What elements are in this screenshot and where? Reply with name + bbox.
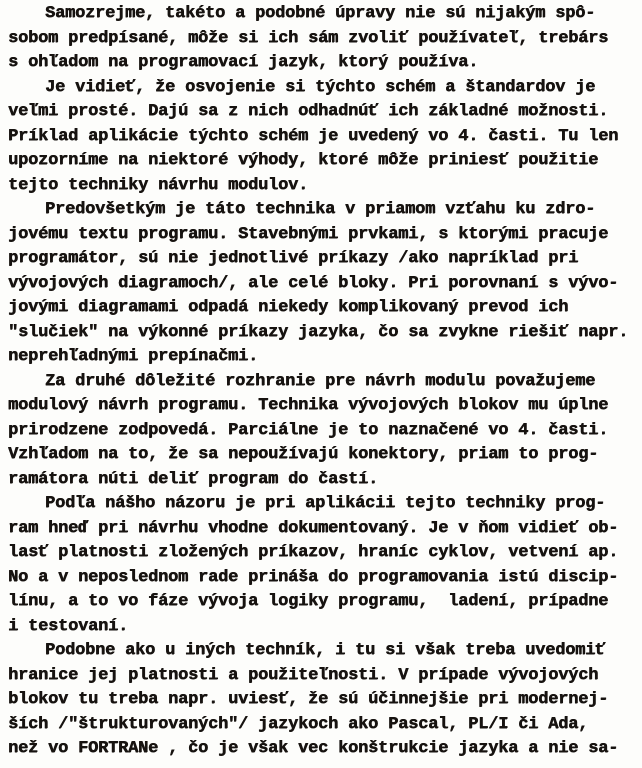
text-line: Vzhľadom na to, že sa nepoužívajú konektory, priam to prog- [8,445,599,464]
text-line: Samozrejme, takéto a podobné úpravy nie sú nijakým spô- [45,4,596,23]
text-line: hranice jej platnosti a použiteľnosti. V prípade vývojových [8,665,599,685]
text-line: Je vidieť, že osvojenie si týchto schém a štandardov je [45,77,596,97]
text-line: vývojových diagramoch/, ale celé bloky. Pri porovnaní s vývo- [8,273,619,293]
text-line: Predovšetkým je táto technika v priamom vzťahu ku zdro- [45,200,596,219]
text-line: s ohľadom na programovací jazyk, ktorý používa. [8,53,479,72]
text-line: ram hneď pri návrhu vhodne dokumentovaný. Je v ňom vidieť ob- [8,518,619,538]
text-line: tejto techniky návrhu modulov. [8,175,309,195]
text-line: jovému textu programu. Stavebnými prvkami, s ktorými pracuje [8,224,609,244]
text-line: lasť platnosti zložených príkazov, hraníc cyklov, vetvení ap. [8,543,619,562]
text-line: Príklad aplikácie týchto schém je uvedený vo 4. časti. Tu len [8,126,619,146]
text-line: "slučiek" na výkonné príkazy jazyka, čo sa zvykne riešiť napr. [8,322,629,342]
text-line: Podobne ako u iných techník, i tu si však treba uvedomiť [45,641,606,660]
text-line: prirodzene zodpovedá. Parciálne je to naznačené vo 4. časti. [8,420,609,440]
text-line: neprehľadnými prepínačmi. [8,347,259,366]
text-line: upozorníme na niektoré výhody, ktoré môže priniesť použitie [8,151,599,170]
text-line: No a v neposlednom rade prináša do programovania istú discip- [8,567,619,587]
text-line: Podľa nášho názoru je pri aplikácii tejto techniky prog- [45,494,606,513]
text-line: línu, a to vo fáze vývoja logiky programu, ladení, prípadne [8,592,609,611]
text-line: blokov tu treba napr. uviesť, že sú účinnejšie pri modernej- [8,690,609,709]
text-line: než vo FORTRANe , čo je však vec konštrukcie jazyka a nie sa- [8,739,619,758]
text-line: Za druhé dôležité rozhranie pre návrh modulu považujeme [45,371,596,391]
text-line: jovými diagramami odpadá niekedy komplikovaný prevod ich [8,298,569,317]
text-line: ších /"štrukturovaných"/ jazykoch ako Pascal, PL/I či Ada, [8,714,589,734]
text-line: ramátora núti deliť program do častí. [8,469,379,489]
text-line: sobom predpísané, môže si ich sám zvoliť používateľ, trebárs [8,28,609,48]
text-line: modulový návrh programu. Technika vývojových blokov mu úplne [8,396,609,415]
text-line: veľmi prosté. Dajú sa z nich odhadnúť ich základné možnosti. [8,102,609,121]
text-line: programátor, sú nie jednotlivé príkazy /ako napríklad pri [8,249,579,268]
text-line: i testovaní. [8,616,129,636]
